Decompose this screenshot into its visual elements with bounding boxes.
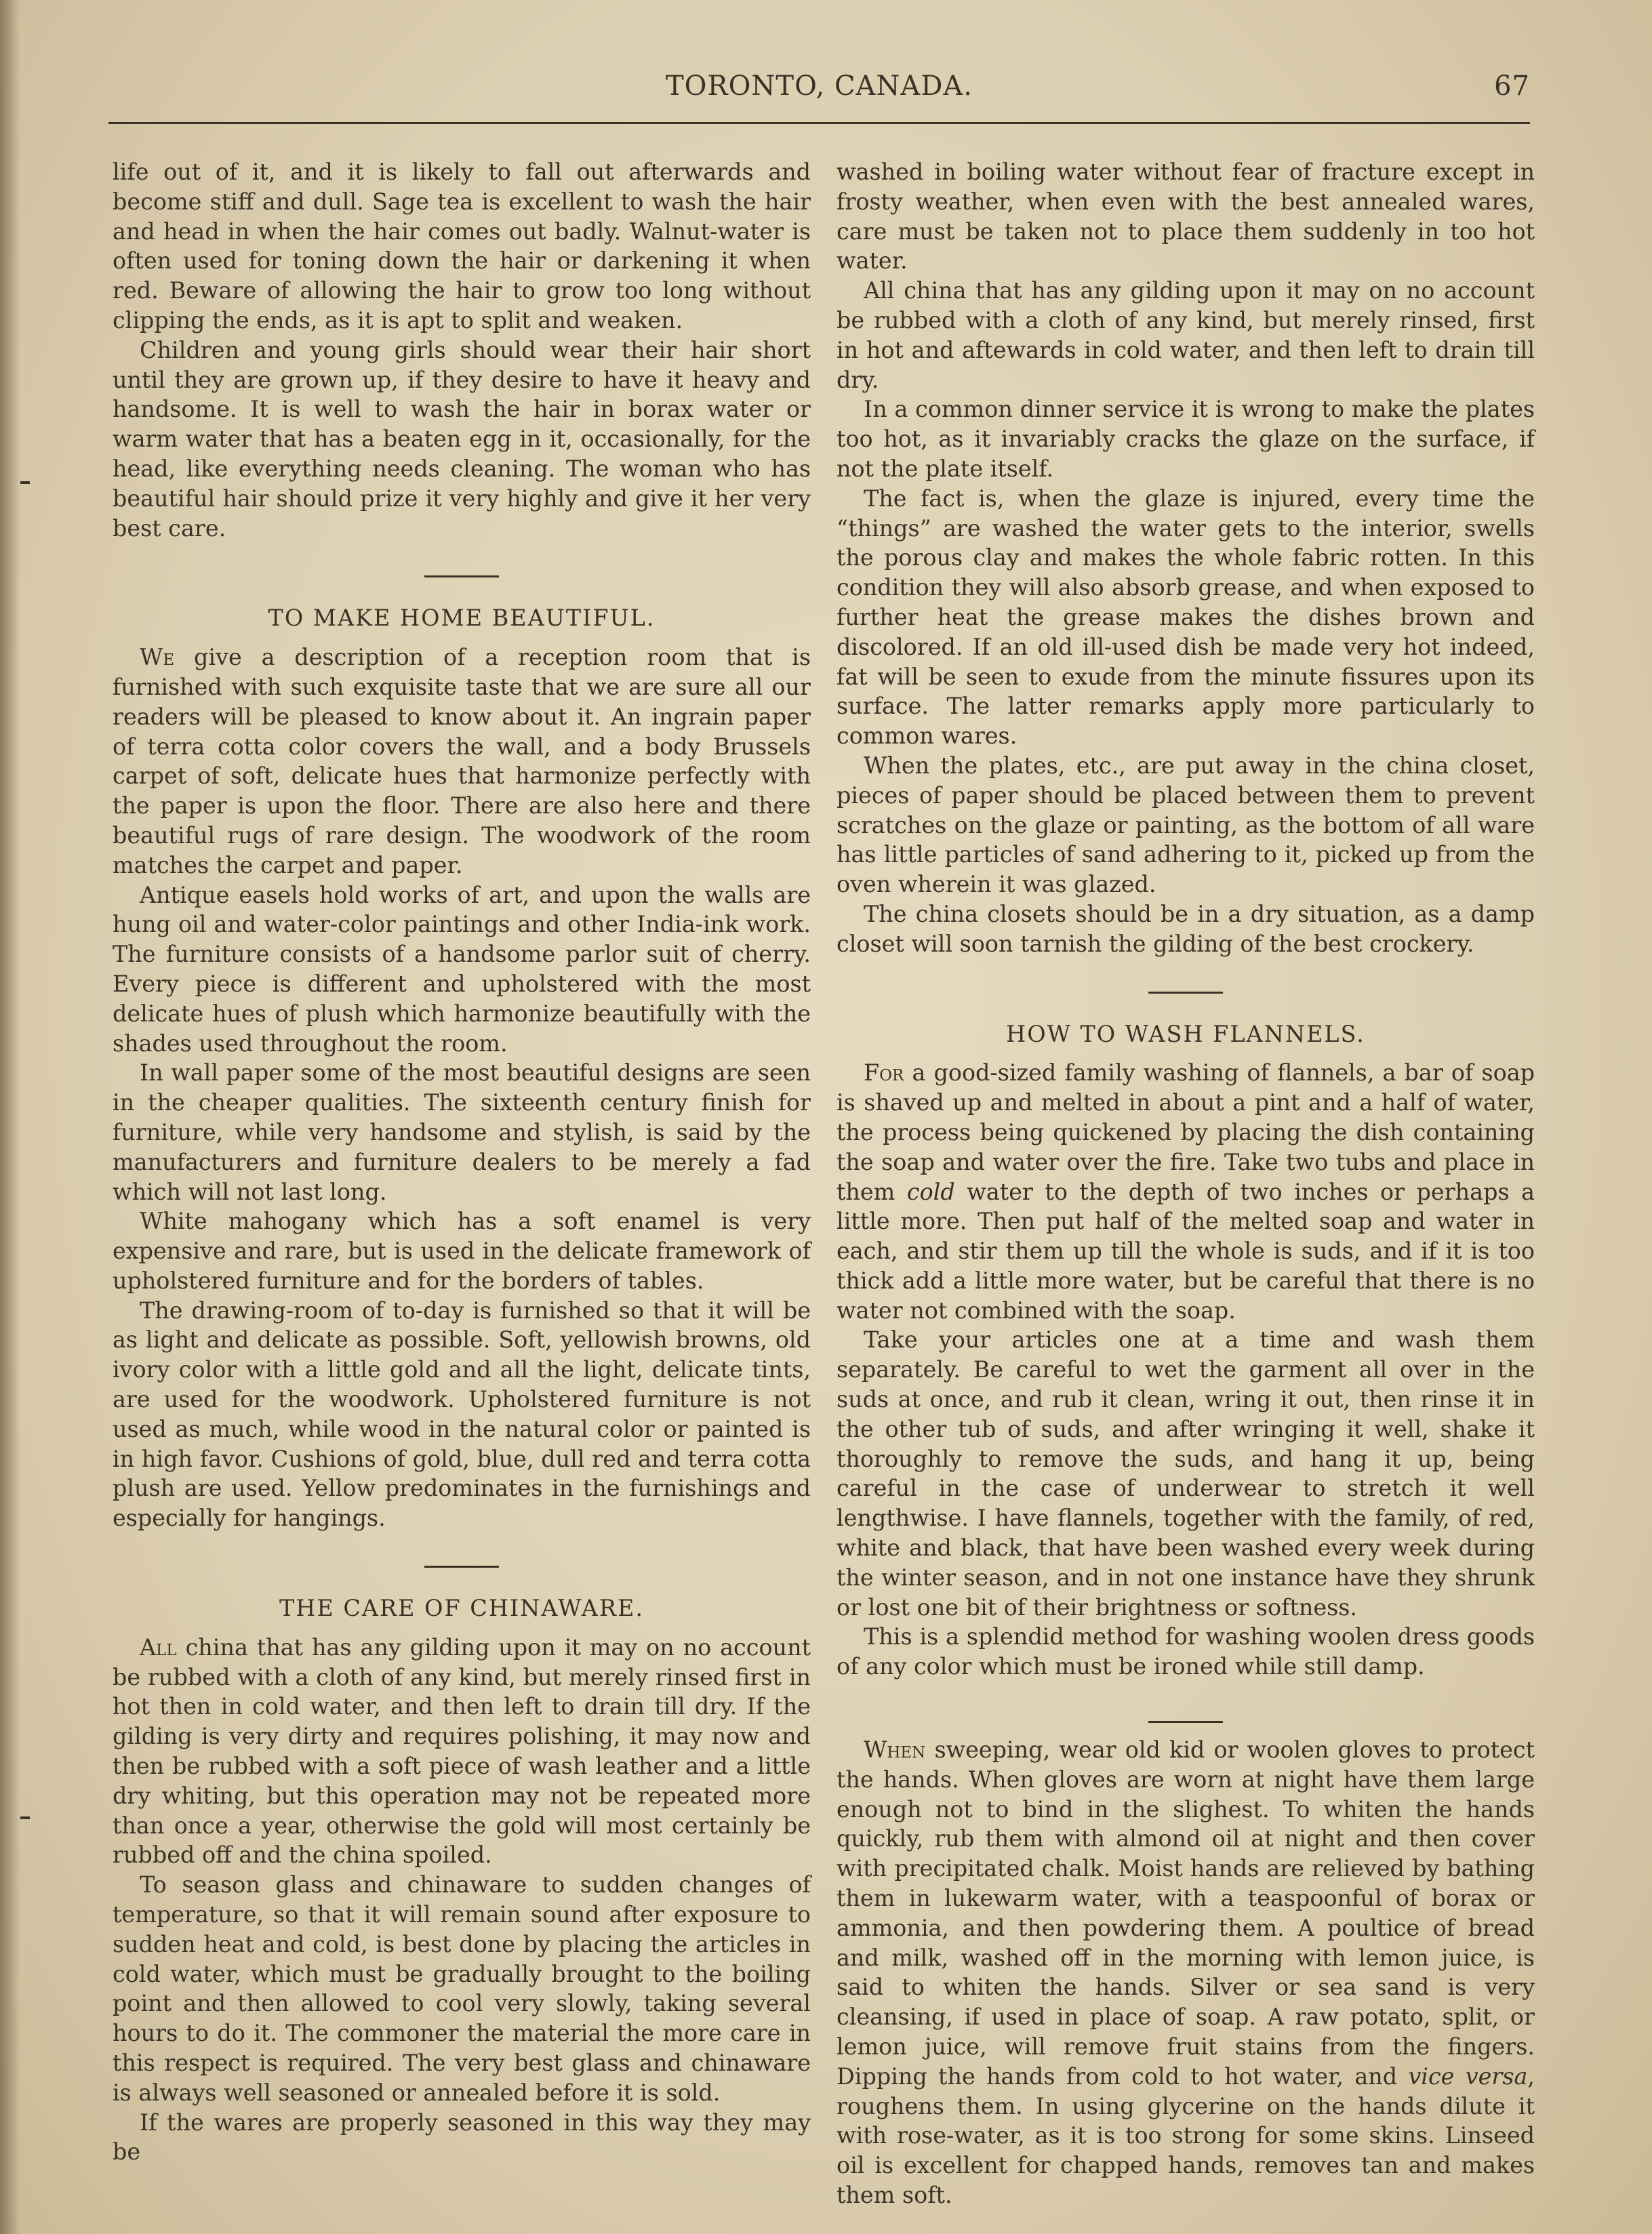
section-heading-flannels: HOW TO WASH FLANNELS. bbox=[1006, 1020, 1365, 1047]
paragraph: If the wares are properly seasoned in this way they may be bbox=[113, 2109, 811, 2166]
paragraph-text: sweeping, wear old kid or woolen gloves to protect the hands. When gloves are worn at night have them large enough not to bind in the slighest. To whiten the hands quickly, rub them with almond oil at night and then cover with precipitated chalk. Moist hands are relieved by bathing them in lukewarm water, with a teaspoonful of borax or ammonia, and then powdering them. A poultice of bread and milk, washed off in the morning with lemon juice, is said to whiten the hands. Silver or sea sand is very cleansing, if used in place of soap. A raw potato, split, or lemon juice, will remove fruit stains from the fingers. Dipping the hands from cold to hot water, and bbox=[837, 1737, 1535, 2090]
italic-phrase: vice versa bbox=[1408, 2063, 1528, 2090]
lead-word: When bbox=[864, 1737, 926, 1764]
margin-mark bbox=[20, 1816, 30, 1819]
paragraph bbox=[837, 1735, 1535, 2210]
paragraph: The drawing-room of to-day is furnished so that it will be as light and delicate as possible. Soft, yellowish browns, old ivory color with a little gold and all the light, delicate tints, are used for the woodwork. Upholstered furniture is not used as much, while wood in the natural color or painted is in high favor. Cushions of gold, blue, dull red and terra cotta plush are used. Yellow predominates in the furnishings and especially for hangings. bbox=[113, 1297, 811, 1532]
paragraph: washed in boiling water without fear of fracture except in frosty weather, when even with the best annealed wares, care must be taken not to place them suddenly in too hot water. bbox=[837, 159, 1535, 275]
paragraph: All china that has any gilding upon it may on no account be rubbed with a cloth of any kind, but merely rinsed, first in hot and aftewards in cold water, and then left to drain till dry. bbox=[837, 277, 1535, 393]
paragraph: This is a splendid method for washing woolen dress goods of any color which must be ironed while still damp. bbox=[837, 1623, 1535, 1680]
paragraph: White mahogany which has a soft enamel is very expensive and rare, but is used in the delicate framework of upholstered furniture and for the borders of tables. bbox=[113, 1208, 811, 1294]
paragraph: The china closets should be in a dry situation, as a damp closet will soon tarnish the gilding of the best crockery. bbox=[837, 900, 1535, 957]
paragraph-text: water to the depth of two inches or perhaps a little more. Then put half of the melted soap and water in each, and stir them up till the whole is suds, and if it is too thick add a little more water, but be careful that there is no water not combined with the soap. bbox=[837, 1178, 1535, 1324]
running-title: TORONTO, CANADA. bbox=[666, 70, 973, 102]
paragraph: Take your articles one at a time and wash them separately. Be careful to wet the garment all over in the suds at once, and rub it clean, wring it out, then rinse it in the other tub of suds, and after wringing it well, shake it thoroughly to remove the suds, and hang it up, being careful in the case of underwear to stretch it well lengthwise. I have flannels, together with the family, of red, white and black, that have been washed every week during the winter season, and in not one instance have they shrunk or lost one bit of their brightness or softness. bbox=[837, 1326, 1535, 1621]
paragraph bbox=[837, 1058, 1535, 1325]
page-edge-shadow bbox=[0, 0, 20, 2234]
section-divider bbox=[424, 575, 499, 577]
paragraph: life out of it, and it is likely to fall out afterwards and become stiff and dull. Sage tea is excellent to wash the hair and head in when the hair comes out badly. Walnut-water is often used for toning down the hair or darkening it when red. Beware of allowing the hair to grow too long without clipping the ends, as it is apt to split and weaken. bbox=[113, 159, 811, 333]
paragraph bbox=[113, 643, 811, 880]
section-divider bbox=[1148, 992, 1223, 994]
paragraph: In wall paper some of the most beautiful designs are seen in the cheaper qualities. The sixteenth century finish for furniture, while very handsome and stylish, is said by the manufacturers and furniture dealers to be merely a fad which will not last long. bbox=[113, 1059, 811, 1205]
paragraph: Antique easels hold works of art, and upon the walls are hung oil and water-color paintings and other India-ink work. The furniture consists of a handsome parlor suit of cherry. Every piece is different and upholstered with the most delicate hues of plush which harmonize beautifully with the shades used throughout the room. bbox=[113, 881, 811, 1057]
lead-word: For bbox=[864, 1059, 904, 1086]
section-divider bbox=[424, 1566, 499, 1568]
header-rule bbox=[108, 122, 1530, 124]
lead-word: All bbox=[140, 1633, 177, 1661]
margin-mark bbox=[20, 481, 30, 484]
paragraph: To season glass and chinaware to sudden changes of temperature, so that it will remain sound after exposure to sudden heat and cold, is best done by placing the articles in cold water, which must be gradually brought to the boiling point and then allowed to cool very slowly, taking several hours to do it. The commoner the material the more care in this respect is required. The very best glass and chinaware is always well seasoned or annealed before it is sold. bbox=[113, 1871, 811, 2106]
right-column bbox=[837, 157, 1535, 2210]
left-column bbox=[113, 157, 811, 2167]
section-heading-home: TO MAKE HOME BEAUTIFUL. bbox=[268, 605, 656, 632]
running-header bbox=[108, 68, 1530, 108]
paragraph bbox=[113, 1633, 811, 1870]
paragraph-text: a good-sized family washing of flannels, a bar of soap is shaved up and melted in about a pint and a half of water, the process being quickened by placing the dish containing the soap and water over the fire. Take two tubs and place in them bbox=[837, 1059, 1535, 1205]
paragraph: In a common dinner service it is wrong to make the plates too hot, as it invariably cracks the glaze on the surface, if not the plate itself. bbox=[837, 396, 1535, 482]
paragraph-text: , roughens them. In using glycerine on the hands dilute it with rose-water, as it is too strong for some skins. Linseed oil is excellent for chapped hands, removes tan and makes them soft. bbox=[837, 2063, 1535, 2208]
paragraph: The fact is, when the glaze is injured, every time the “things” are washed the water gets to the interior, swells the porous clay and makes the whole fabric rotten. In this condition they will also absorb grease, and when exposed to further heat the grease makes the dishes brown and discolored. If an old ill-used dish be made very hot indeed, fat will be seen to exude from the minute fissures upon its surface. The latter remarks apply more particularly to common wares. bbox=[837, 485, 1535, 750]
paragraph: Children and young girls should wear their hair short until they are grown up, if they desire to have it heavy and handsome. It is well to wash the hair in borax water or warm water that has a beaten egg in it, occasionally, for the head, like everything needs cleaning. The woman who has beautiful hair should prize it very highly and give it her very best care. bbox=[113, 336, 811, 542]
lead-word: We bbox=[140, 644, 175, 671]
section-divider bbox=[1148, 1721, 1223, 1723]
paragraph: When the plates, etc., are put away in the china closet, pieces of paper should be placed between them to prevent scratches on the glaze or painting, as the bottom of all ware has little particles of sand adhering to it, picked up from the oven wherein it was glazed. bbox=[837, 752, 1535, 898]
section-heading-chinaware: THE CARE OF CHINAWARE. bbox=[279, 1595, 645, 1622]
page-number: 67 bbox=[1494, 70, 1530, 102]
paragraph-text: china that has any gilding upon it may on no account be rubbed with a cloth of any kind, but merely rinsed first in hot then in cold water, and then left to drain till dry. If the gilding is very dirty and requires polishing, it may now and then be rubbed with a soft piece of wash leather and a little dry whiting, but this operation may not be repeated more than once a year, otherwise the gold will most certainly be rubbed off and the china spoiled. bbox=[113, 1633, 811, 1869]
paragraph-text: give a description of a reception room that is furnished with such exquisite taste that we are sure all our readers will be pleased to know about it. An ingrain paper of terra cotta color covers the wall, and a body Brussels carpet of soft, delicate hues that harmonize perfectly with the paper is upon the floor. There are also here and there beautiful rugs of rare design. The woodwork of the room matches the carpet and paper. bbox=[113, 644, 811, 878]
italic-word: cold bbox=[906, 1178, 955, 1205]
